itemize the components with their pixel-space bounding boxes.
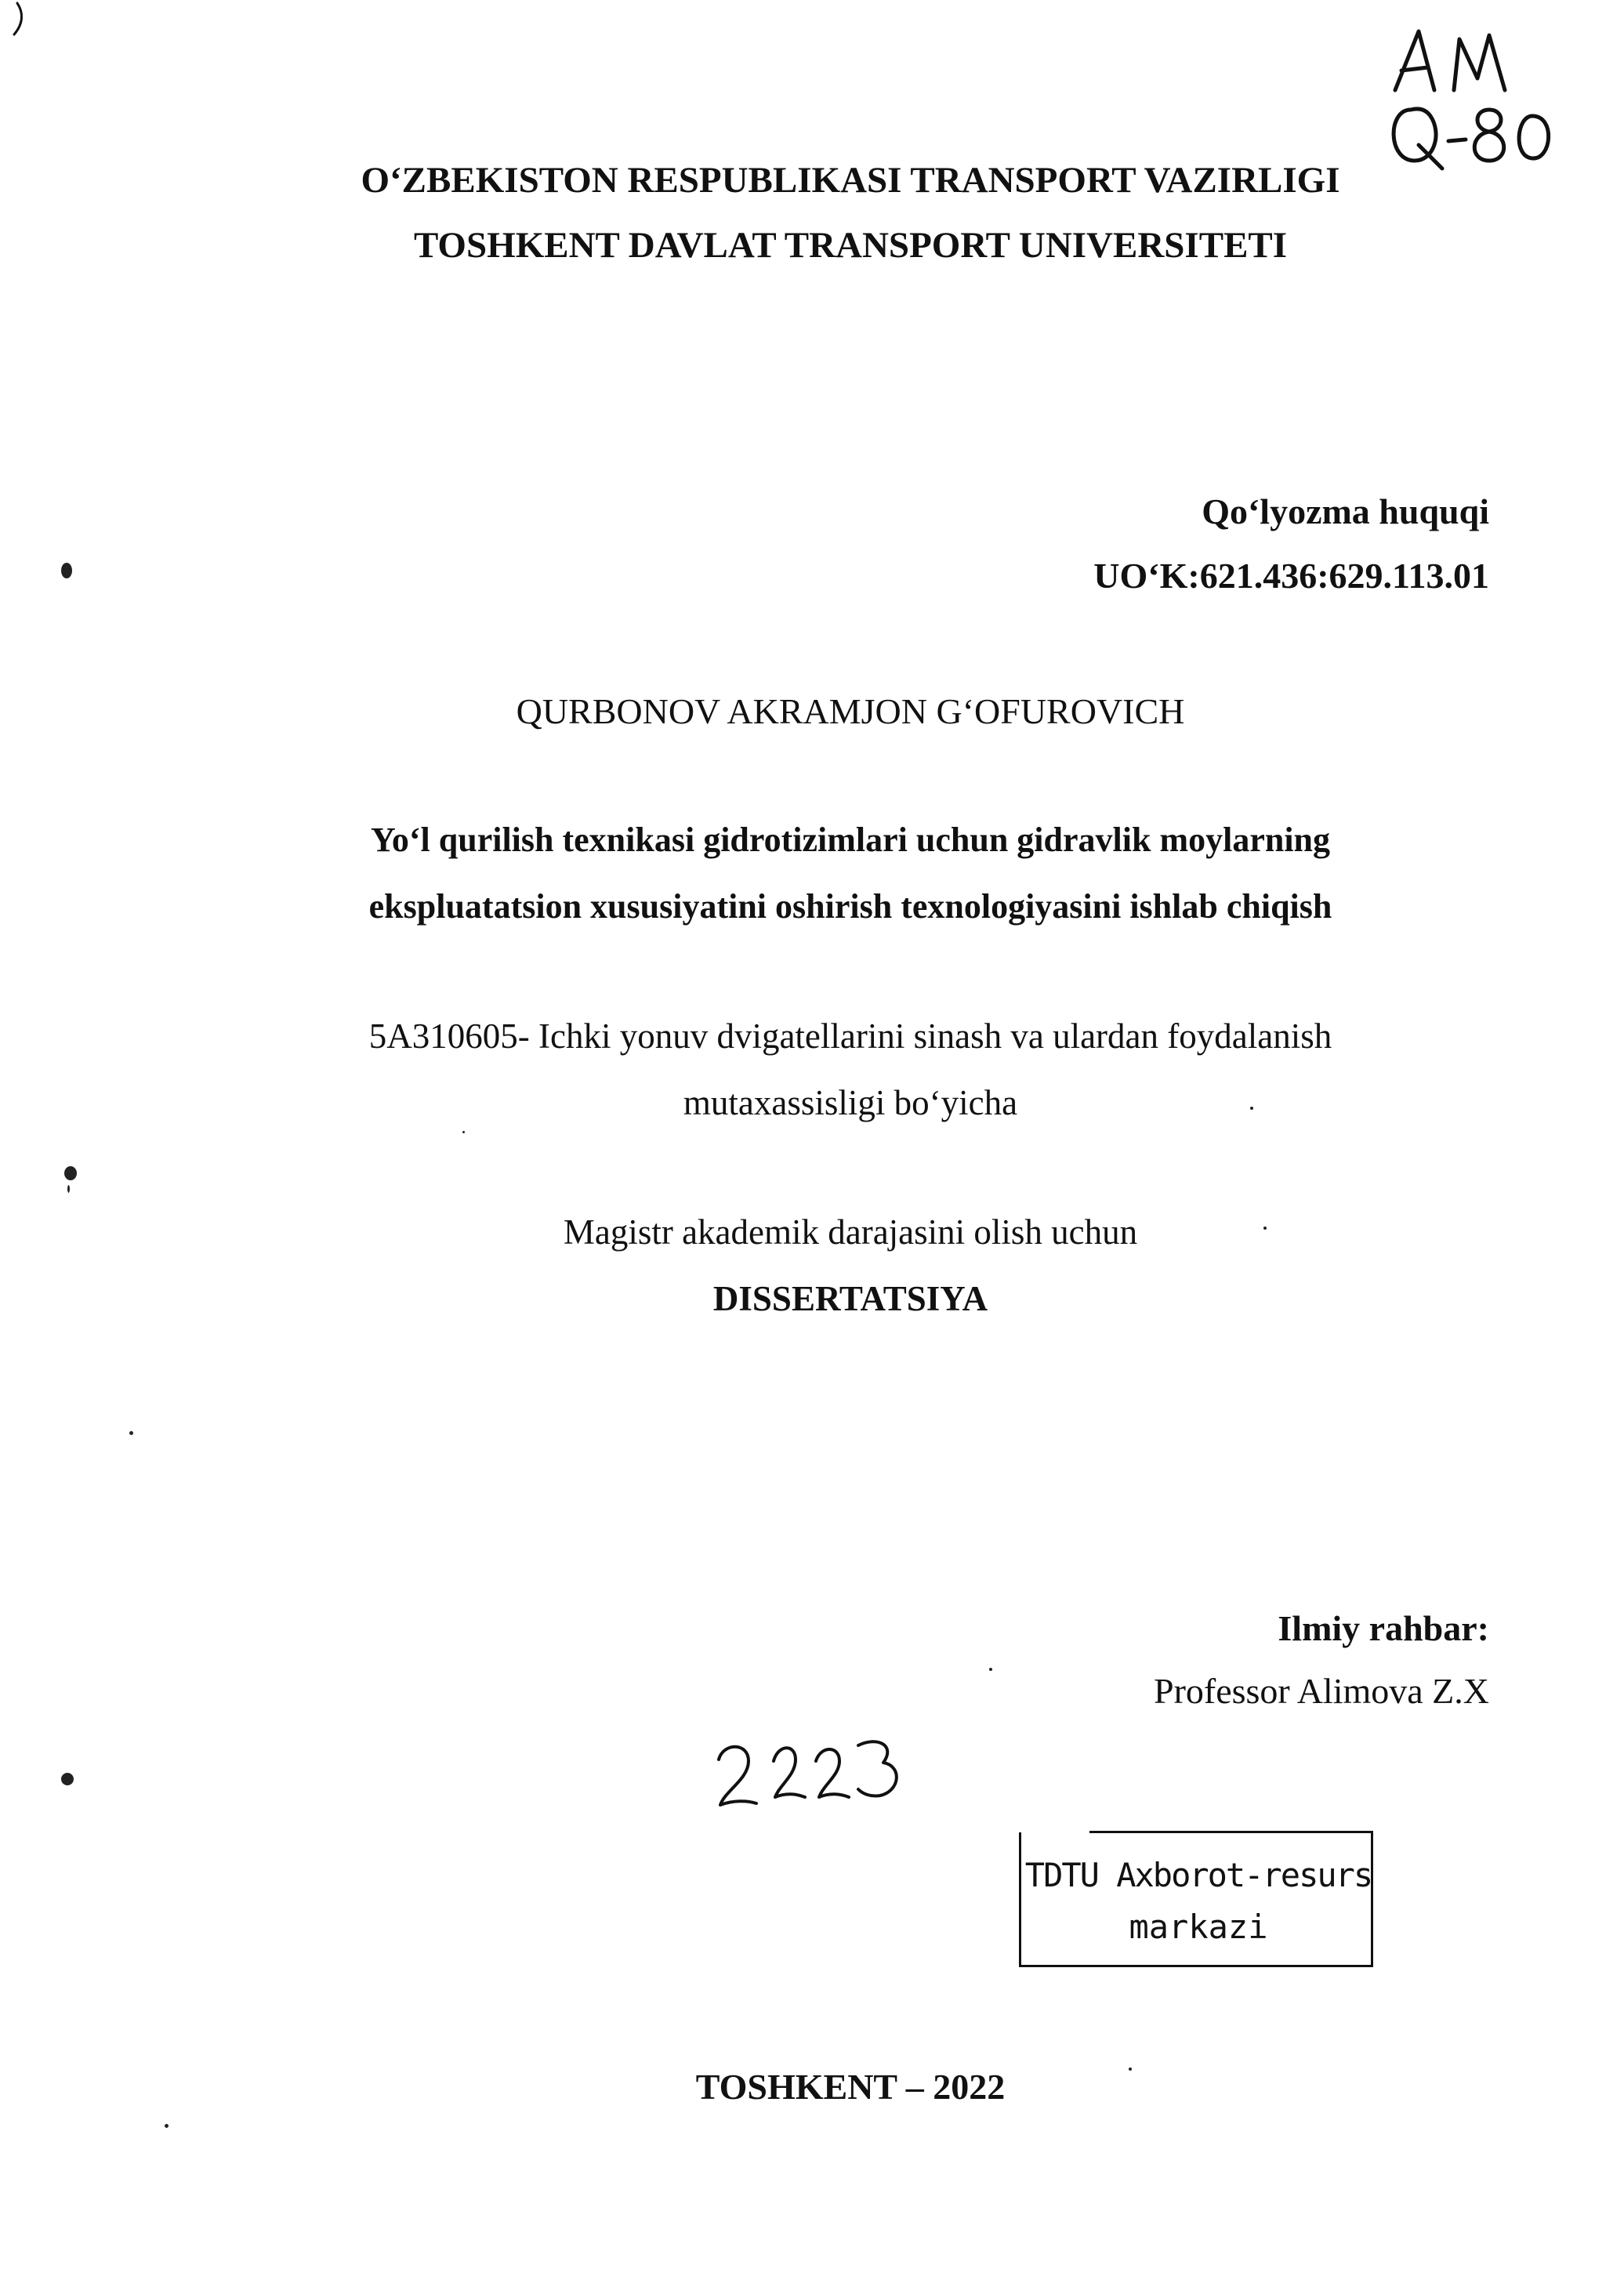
scan-speck	[1129, 2067, 1132, 2071]
stamp-line-2: markazi	[1129, 1908, 1268, 1946]
scan-speck	[64, 1166, 77, 1180]
university-name: TOSHKENT DAVLAT TRANSPORT UNIVERSITETI	[413, 225, 1288, 266]
document-type: DISSERTATSIYA	[712, 1279, 988, 1318]
ministry-name: O‘ZBEKISTON RESPUBLIKASI TRANSPORT VAZIRLIGI	[361, 160, 1340, 201]
scan-speck	[67, 1185, 70, 1193]
stamp-line-1: TDTU Axborot-resurs	[1024, 1856, 1372, 1894]
specialty-line-1: 5A310605- Ichki yonuv dvigatellarini sinash va ulardan foydalanish	[368, 1017, 1332, 1056]
scan-mark-top-left	[6, 0, 30, 39]
scan-speck	[165, 2124, 169, 2128]
manuscript-rights-label: Qo‘lyozma huquqi	[1202, 491, 1489, 531]
city-year: TOSHKENT – 2022	[695, 2067, 1006, 2107]
handwritten-inventory-number	[709, 1728, 913, 1814]
specialty-line-2: mutaxassisligi bo‘yicha	[683, 1083, 1018, 1122]
scan-speck	[462, 1131, 465, 1133]
udc-code: UO‘K:621.436:629.113.01	[1093, 556, 1489, 596]
author-name: QURBONOV AKRAMJON G‘OFUROVICH	[516, 691, 1185, 731]
library-stamp	[1019, 1832, 1373, 1967]
scan-speck	[61, 563, 72, 578]
scan-speck	[989, 1668, 992, 1671]
scan-speck	[1263, 1227, 1267, 1230]
scan-speck	[1250, 1107, 1253, 1110]
degree-purpose: Magistr akademik darajasini olish uchun	[563, 1212, 1138, 1252]
advisor-name: Professor Alimova Z.X	[1153, 1671, 1489, 1711]
advisor-label: Ilmiy rahbar:	[1278, 1608, 1489, 1648]
thesis-title-line-2: ekspluatatsion xususiyatini oshirish texnologiyasini ishlab chiqish	[368, 887, 1332, 926]
thesis-title-line-1: Yo‘l qurilish texnikasi gidrotizimlari uchun gidravlik moylarning	[370, 821, 1331, 859]
scan-speck	[61, 1773, 74, 1785]
handwritten-code-mark	[1379, 16, 1568, 172]
scan-speck	[129, 1431, 133, 1435]
